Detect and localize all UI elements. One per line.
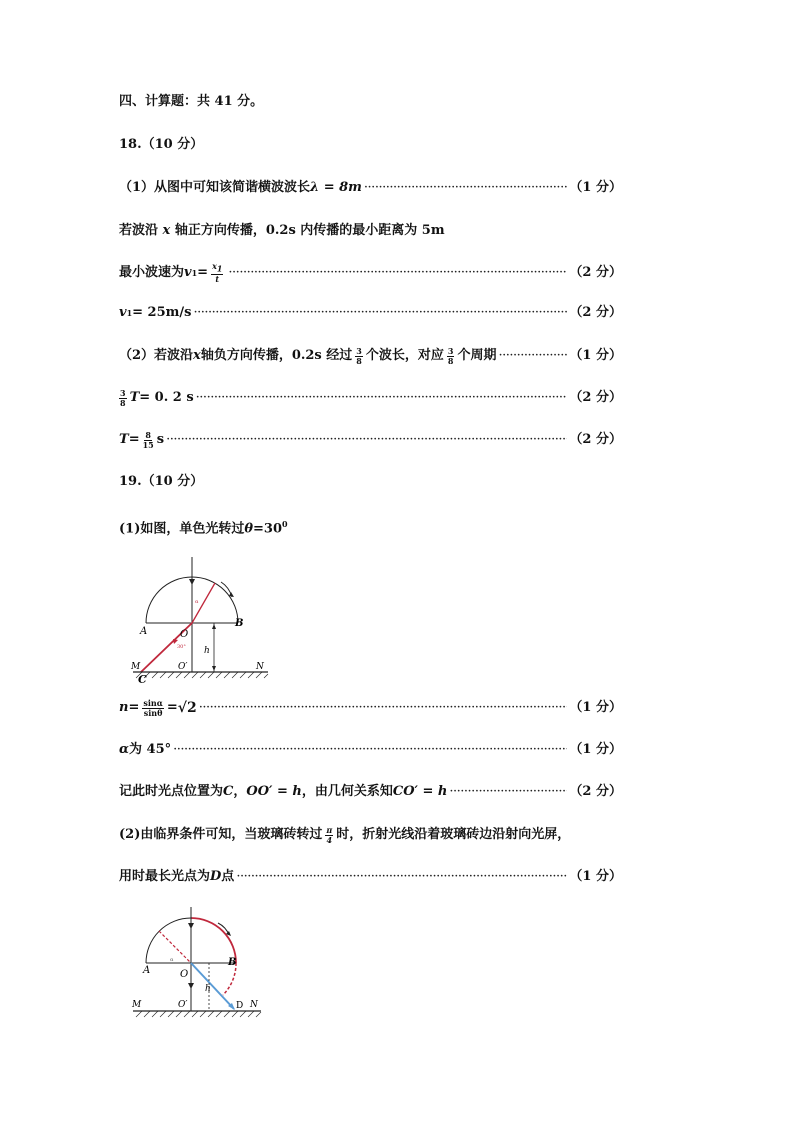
leader-dots xyxy=(166,430,567,450)
figure-1-diagram xyxy=(128,555,273,690)
frac-den: 15 xyxy=(142,439,154,450)
q19-line-4 xyxy=(119,782,622,802)
frac-den: 4 xyxy=(326,834,333,845)
leader-dots xyxy=(498,346,567,366)
q18-l5-c: 轴负方向传播，0.2s 经过 xyxy=(200,348,353,363)
incident-arrow-lower-icon xyxy=(188,983,194,989)
leader-dots xyxy=(173,740,567,760)
q19-l6-a: 用时最长光点为 xyxy=(119,869,211,884)
label-O: O xyxy=(180,969,189,980)
score-label: （2 分） xyxy=(569,432,622,447)
q19-l6-b: 点 xyxy=(221,869,235,884)
score-label: （2 分） xyxy=(569,264,622,280)
leader-dots xyxy=(193,303,567,323)
figure-2-diagram xyxy=(128,905,268,1025)
q18-l6-value: = 0. 2 s xyxy=(139,390,194,405)
q18-l4-value: = 25m/s xyxy=(132,305,192,320)
q18-l3-text: 最小波速为 xyxy=(119,264,185,280)
q19-title: 19.（10 分） xyxy=(119,474,204,489)
label-O-prime: O′ xyxy=(178,662,188,672)
score-label: （1 分） xyxy=(569,348,622,363)
label-B: B xyxy=(228,957,237,968)
var-v: v xyxy=(119,305,127,320)
leader-dots xyxy=(364,178,568,198)
fraction-pi-4 xyxy=(325,826,333,845)
section-heading: 四、计算题：共 41 分。 xyxy=(119,94,264,109)
q18-line-3 xyxy=(119,262,622,284)
degree-sup: 0 xyxy=(282,519,288,529)
label-M: M xyxy=(131,662,141,672)
score-label: （2 分） xyxy=(569,305,622,320)
label-h: h xyxy=(204,646,210,656)
q19-line-2 xyxy=(119,698,622,718)
frac-num-sub: 1 xyxy=(216,263,223,274)
fraction-3-8 xyxy=(447,347,455,366)
score-label: （1 分） xyxy=(569,869,622,884)
q19-l4-c: ，由几何关系知 xyxy=(301,784,393,799)
score-label: （1 分） xyxy=(569,742,622,757)
var-alpha: α xyxy=(119,742,130,757)
equals: = xyxy=(128,700,140,715)
q19-l5-b: 时，折射光线沿着玻璃砖边沿射向光屏， xyxy=(336,827,571,842)
q18-line-7 xyxy=(119,430,622,450)
q18-line-5 xyxy=(119,346,622,366)
var-T: T xyxy=(129,390,140,405)
q19-l5-a: (2)由临界条件可知，当玻璃砖转过 xyxy=(119,827,323,842)
q18-l2-c: 轴正方向传播，0.2s 内传播的最小距离为 5m xyxy=(170,223,445,238)
q18-l5-a: （2）若波沿 xyxy=(119,348,194,363)
label-A: A xyxy=(143,965,151,976)
frac-num: sinα xyxy=(143,697,163,708)
frac-num: 8 xyxy=(145,429,151,440)
score-label: （1 分） xyxy=(569,180,622,195)
equals: = xyxy=(197,264,209,280)
var-T: T xyxy=(119,432,129,447)
leader-dots xyxy=(228,263,567,283)
screen-hatching xyxy=(136,1011,261,1017)
frac-den: 8 xyxy=(356,355,362,366)
frac-den: 8 xyxy=(120,397,126,408)
h-arrow-up-icon xyxy=(212,624,216,629)
frac-den: t xyxy=(215,273,220,284)
fraction-3-8 xyxy=(119,389,127,408)
var-x: x xyxy=(162,223,171,238)
label-angle: 30° xyxy=(177,644,186,650)
label-C: C xyxy=(138,673,147,686)
frac-num: π xyxy=(326,824,333,835)
label-D: D xyxy=(236,1001,244,1011)
label-O-prime: O′ xyxy=(178,1000,188,1010)
q19-l4-b: ， xyxy=(233,784,247,799)
q19-l1-val: =30 xyxy=(253,521,283,537)
q18-l2-a: 若波沿 xyxy=(119,223,163,238)
sqrt-2: √2 xyxy=(177,700,197,716)
equals: = xyxy=(166,700,178,715)
var-v: v xyxy=(184,264,192,280)
eq-OO: OO′ = h xyxy=(246,784,302,799)
score-label: （2 分） xyxy=(569,784,622,799)
q19-line-6 xyxy=(119,867,622,887)
q18-l1-text: （1）从图中可知该简谐横波波长 xyxy=(119,180,311,195)
label-alpha: α xyxy=(170,957,174,963)
leader-dots xyxy=(236,867,567,887)
label-A: A xyxy=(140,626,148,637)
q18-line-2 xyxy=(119,221,622,241)
q19-line-1 xyxy=(119,514,622,539)
var-theta: θ xyxy=(244,521,254,537)
label-N: N xyxy=(250,1000,258,1010)
label-h: h xyxy=(205,984,211,994)
unit-s: s xyxy=(156,432,165,447)
rotated-diameter-dashed xyxy=(159,931,191,963)
q18-line-6 xyxy=(119,388,622,408)
frac-num: x xyxy=(212,261,217,271)
frac-den: 8 xyxy=(447,355,454,366)
equals: = xyxy=(128,432,140,447)
label-M: M xyxy=(132,1000,142,1010)
fraction-8-15 xyxy=(143,431,154,450)
sub-1: 1 xyxy=(191,267,198,278)
fraction-sin xyxy=(142,699,164,718)
label-N: N xyxy=(256,662,264,672)
q18-l1-eq: λ = 8m xyxy=(310,180,362,195)
incident-arrow-icon xyxy=(189,579,195,585)
leader-dots xyxy=(199,698,568,718)
sub-1: 1 xyxy=(126,308,133,318)
frac-num: 3 xyxy=(356,345,362,356)
var-x: x xyxy=(193,348,201,363)
h-arrow-down-icon xyxy=(212,666,216,671)
screen-hatching xyxy=(136,672,268,678)
q19-line-3 xyxy=(119,740,622,760)
fraction-x1-over-t xyxy=(211,262,223,284)
q18-l5-d: 个波长，对应 xyxy=(365,348,444,363)
q19-l3-text: 为 45° xyxy=(129,742,172,757)
frac-den: sinθ xyxy=(143,707,163,718)
q18-line-4 xyxy=(119,303,622,323)
q19-line-5 xyxy=(119,825,622,845)
fraction-3-8 xyxy=(355,347,363,366)
q18-l5-e: 个周期 xyxy=(457,348,497,363)
score-label: （1 分） xyxy=(569,700,622,715)
var-D: D xyxy=(210,869,222,884)
label-alpha: α xyxy=(195,599,199,605)
q19-l4-a: 记此时光点位置为 xyxy=(119,784,224,799)
q18-line-1 xyxy=(119,178,622,198)
var-n: n xyxy=(119,700,129,715)
eq-CO: CO′ = h xyxy=(392,784,448,799)
var-C: C xyxy=(223,784,234,799)
q18-title: 18.（10 分） xyxy=(119,137,204,152)
label-B: B xyxy=(235,618,244,629)
frac-num: 3 xyxy=(447,345,454,356)
score-label: （2 分） xyxy=(569,390,622,405)
label-O: O xyxy=(180,629,189,640)
leader-dots xyxy=(196,388,568,408)
frac-num: 3 xyxy=(120,387,126,398)
incident-arrow-icon xyxy=(188,923,194,929)
refracted-ray-blue xyxy=(191,963,234,1009)
q19-l1-text: (1)如图，单色光转过 xyxy=(119,521,245,537)
leader-dots xyxy=(449,782,567,802)
